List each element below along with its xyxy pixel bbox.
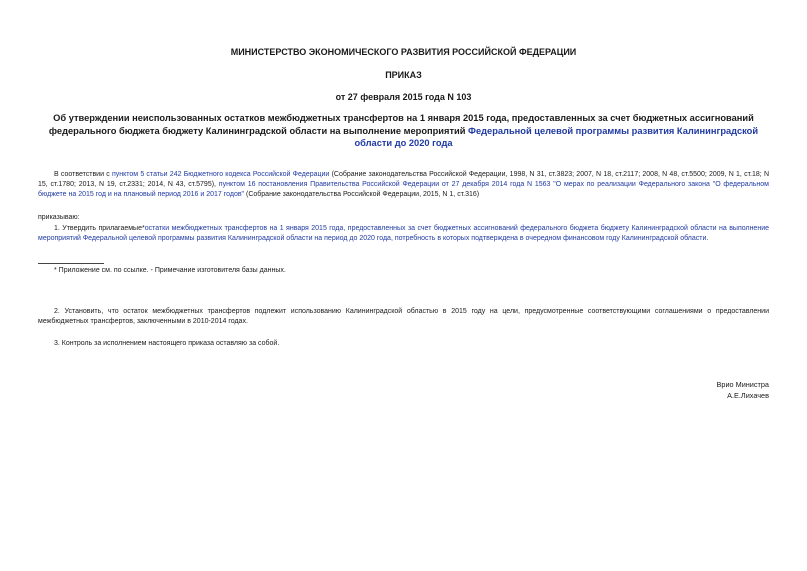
item-3-paragraph: 3. Контроль за исполнением настоящего приказа оставляю за собой. <box>54 340 280 347</box>
budget-code-link[interactable]: пунктом 5 статьи 242 Бюджетного кодекса Российской Федерации <box>111 171 330 178</box>
item-2-paragraph: 2. Установить, что остаток межбюджетных трансфертов подлежит использованию Калининградской областью в 2015 году на цели, предусмотренные соответствующими соглашениями о предоставлении межбюджетных трансфертов, заключенными в 2010-2014 годах. <box>38 308 769 325</box>
doc-type-heading: ПРИКАЗ <box>385 70 422 80</box>
title-text: Об утверждении неиспользованных остатков межбюджетных трансфертов на 1 января 2015 года, предоставленных за счет бюджетных ассигнований федерального бюджета бюджету Калининградской области на выполнение мероприятий <box>48 113 754 136</box>
preamble-paragraph <box>38 170 769 200</box>
document-title <box>38 112 769 150</box>
signatory-name: А.Е.Лихачев <box>727 391 769 400</box>
ministry-heading: МИНИСТЕРСТВО ЭКОНОМИЧЕСКОГО РАЗВИТИЯ РОССИЙСКОЙ ФЕДЕРАЦИИ <box>230 47 577 57</box>
preamble-text-2: (Собрание законодательства Российской Федерации, 1998, N 31, ст.3823; 2007, N 18, ст.2117; 2008, N 48, ст.5500; 2009, N 1, ст.18; N 15, ст.1780; 2013, N 19, ст.2331; 2014, N 43, ст.5795), <box>38 171 769 188</box>
signatory-position: Врио Министра <box>716 380 769 389</box>
item-1-end: . <box>706 235 709 242</box>
signature-block <box>717 379 769 401</box>
footnote: * Приложение см. по ссылке. - Примечание изготовителя базы данных. <box>54 267 286 274</box>
item-1-paragraph <box>38 224 769 244</box>
title-program-link[interactable]: Федеральной целевой программы развития Калининградской области до 2020 года <box>354 125 759 148</box>
order-word: приказываю: <box>38 214 80 221</box>
date-number-heading: от 27 февраля 2015 года N 103 <box>335 92 472 102</box>
preamble-text-3: (Собрание законодательства Российской Федерации, 2015, N 1, ст.316) <box>244 191 480 198</box>
footnote-divider <box>38 263 104 264</box>
preamble-text-1: В соответствии с <box>54 171 112 178</box>
item-1-text: 1. Утвердить прилагаемые* <box>54 225 145 232</box>
remainders-link[interactable]: остатки межбюджетных трансфертов на 1 января 2015 года, предоставленных за счет бюджетных ассигнований федерального бюджета бюджету Калининградской области на выполнение мероприятий Федеральной целевой программы развития Калининградской области на период до 2020 года, потребность в которых подтверждена в очередном финансовом году Калининградской области <box>38 225 769 242</box>
government-decree-link[interactable]: пунктом 16 постановления Правительства Российской Федерации от 27 декабря 2014 года N 1563 "О мерах по реализации Федерального закона "О федеральном бюджете на 2015 год и на плановый период 2016 и 2017 годов" <box>38 181 769 198</box>
